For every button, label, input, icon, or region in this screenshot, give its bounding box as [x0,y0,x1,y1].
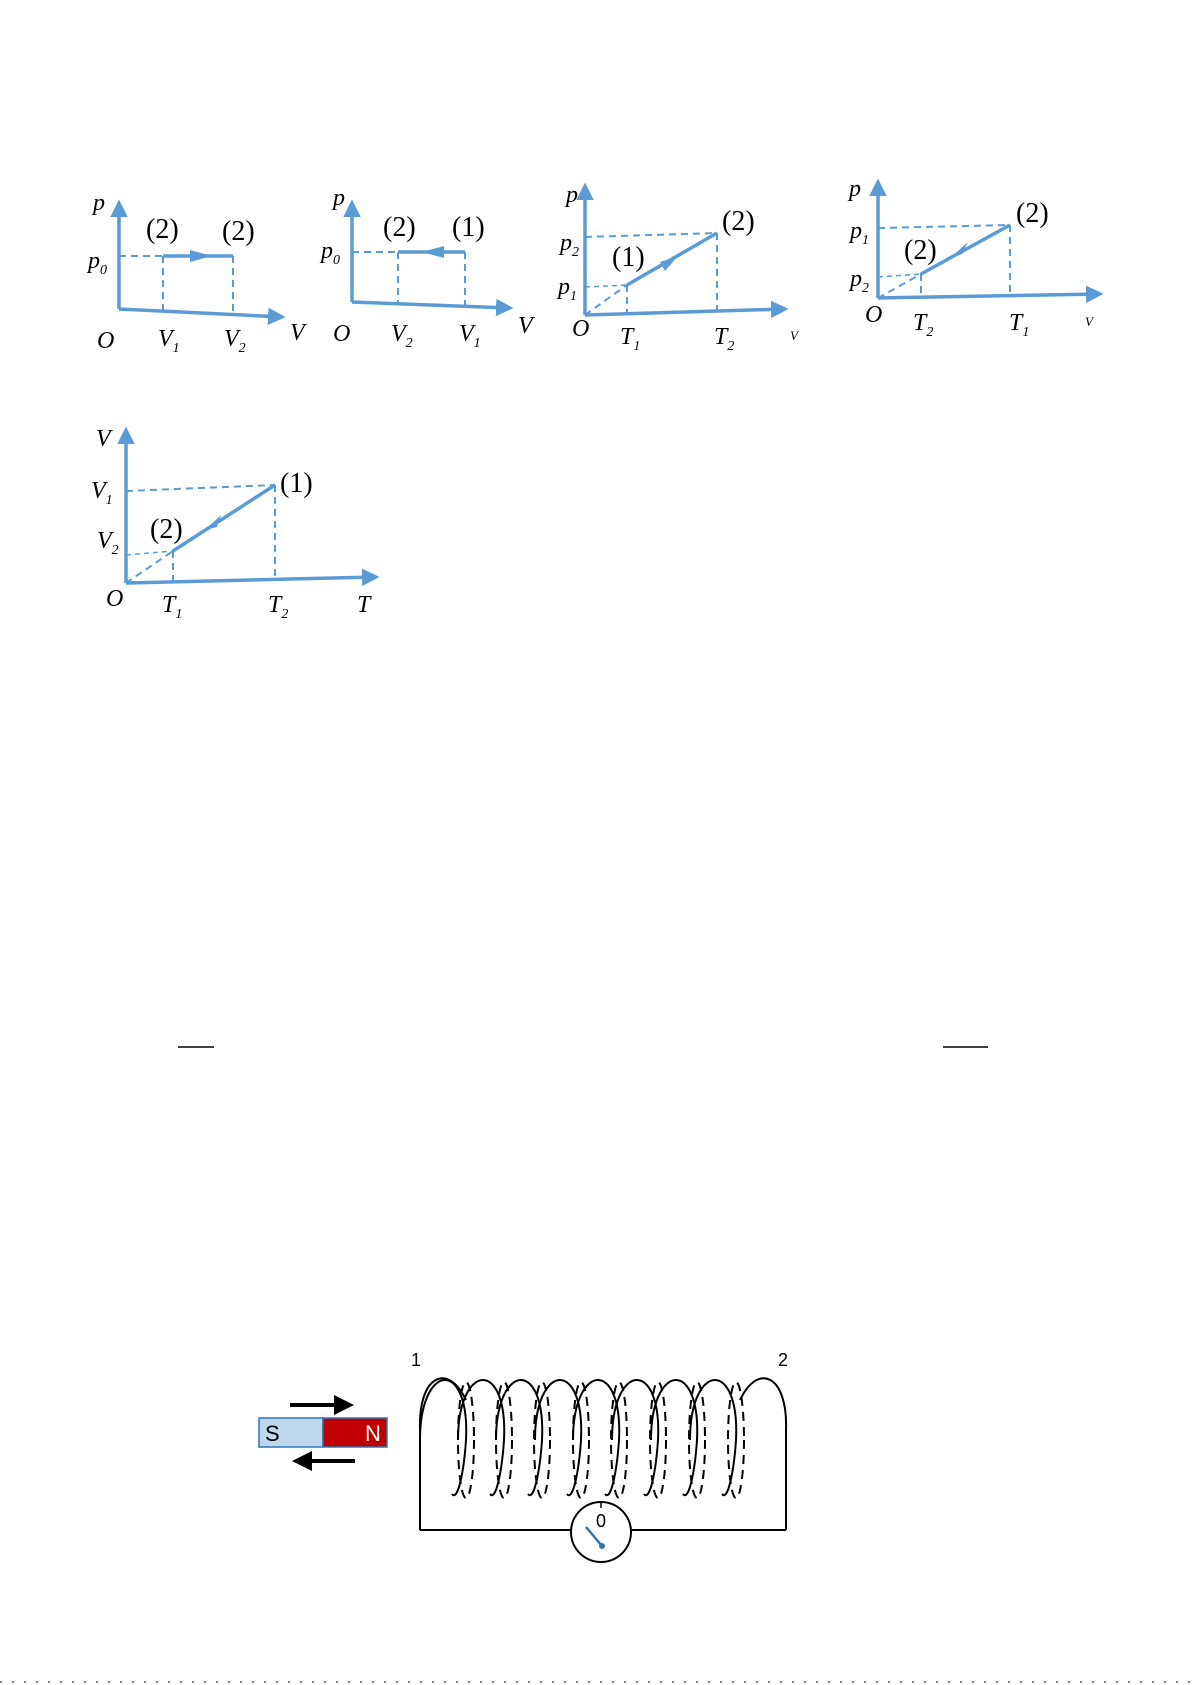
galvanometer-pivot [599,1543,605,1549]
graph-5-v2-label: $V_2$ [97,528,119,558]
graph-1-x-label: V [290,320,305,346]
graph-3-p1-guide [585,285,627,287]
coil-end-1-label: 1 [411,1350,422,1370]
graph-1-origin: O [97,328,115,354]
graph-3-t2-label: $T_2$ [714,324,735,354]
solenoid-coil [420,1378,786,1498]
graph-4-origin: O [865,302,883,328]
graph-1-state-a: (2) [146,214,179,245]
magnet-north-label: N [365,1421,381,1446]
graph-1-y-label: p [93,190,105,216]
graph-3-origin-extension [585,285,627,315]
graph-5-origin: O [106,586,124,612]
graph-1-v2-label: $V_2$ [224,326,246,356]
graph-3-direction-arrow [660,256,678,271]
graph-2-state-b: (1) [452,212,485,243]
graph-4-p1-label: $p_1$ [850,218,869,248]
graph-4-state-a: (2) [904,235,937,266]
graph-5-x-axis [126,577,376,583]
graph-5-v2-guide [126,551,173,555]
graph-5-process-line [173,485,275,551]
graph-1-state-b: (2) [222,216,255,247]
graph-5-v1-label: $V_1$ [91,478,113,508]
graph-5-isobaric-cooling [91,426,376,622]
graph-3-isochoric-heating [556,182,800,354]
graph-3-origin: O [572,316,590,342]
graph-5-v1-guide [126,485,275,491]
graph-1-p0-label: $p_0$ [88,248,107,278]
graph-3-state-a: (1) [612,242,645,273]
graph-5-t1-label: $T_1$ [162,592,183,622]
graph-4-t1-label: $T_1$ [1009,310,1030,340]
galvanometer-zero-label: 0 [596,1511,607,1531]
graph-2-direction-arrow [422,246,444,258]
graph-2-x-label: V [518,313,533,339]
coil-right-end [740,1378,786,1430]
graph-4-p2-label: $p_2$ [850,266,869,296]
graph-5-x-label: T [357,592,371,618]
graph-2-state-a: (2) [383,212,416,243]
graph-4-origin-extension [878,274,921,298]
graph-4-y-label: p [849,176,861,202]
graph-3-p1-label: $p_1$ [558,274,577,304]
graph-3-t1-label: $T_1$ [620,324,641,354]
magnet-south-label: S [265,1421,280,1446]
graph-1-isobaric-expansion [86,190,307,356]
graph-1-v1-label: $V_1$ [158,326,180,356]
graph-2-p0-label: $p_0$ [321,238,340,268]
graph-2-v1-label: $V_1$ [459,321,481,351]
graph-4-t2-label: $T_2$ [913,310,934,340]
graph-5-origin-extension [126,551,173,583]
graph-3-p2-label: $p_2$ [560,230,579,260]
graph-3-state-b: (2) [722,206,755,237]
graph-4-x-axis [878,294,1100,298]
graph-1-x-axis [119,309,282,317]
graph-3-p2-guide [585,233,717,237]
graph-2-isobaric-compression [319,185,535,351]
graph-2-x-axis [352,302,510,308]
graph-4-isochoric-cooling [847,176,1100,340]
graph-2-y-label: p [333,185,345,211]
graph-5-state-b: (2) [150,514,183,545]
graph-5-t2-label: $T_2$ [268,592,289,622]
graph-2-v2-label: $V_2$ [391,321,413,351]
graph-4-p1-guide [878,225,1010,228]
graph-1-direction-arrow [190,250,212,262]
induction-circuit [259,1350,788,1562]
graph-5-y-label: V [96,426,111,452]
graph-3-y-label: p [566,182,578,208]
graph-4-state-b: (2) [1016,198,1049,229]
graph-3-x-axis [585,309,785,315]
coil-end-2-label: 2 [778,1350,789,1370]
graph-4-x-label: V [1085,314,1093,329]
graph-3-x-label: V [790,328,798,343]
graph-2-origin: O [333,321,351,347]
graph-5-state-a: (1) [280,468,313,499]
